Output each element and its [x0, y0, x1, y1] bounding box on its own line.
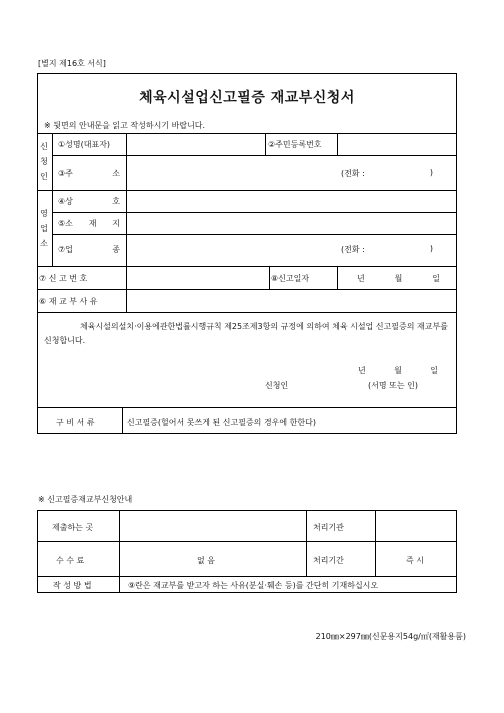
name-label: ①성명(대표자): [58, 140, 111, 149]
report-date-label: ⑧신고일자: [271, 274, 310, 283]
report-number-label: ⑦ 신 고 번 호: [39, 274, 88, 283]
table-line: [37, 576, 457, 577]
table-line: [306, 510, 307, 576]
fee-value: 없 음: [197, 556, 215, 565]
address-field[interactable]: [127, 156, 332, 189]
submit-place-label: 제출하는 곳: [52, 523, 94, 532]
table-line: [122, 407, 123, 434]
trade-name-label: ④상 호: [58, 197, 120, 206]
business-group-label: 영 업 소: [40, 209, 48, 248]
sign-date: 년 월 일: [358, 366, 438, 375]
applicant-group-label: 신 청 인: [40, 142, 48, 181]
table-line: [265, 133, 266, 155]
processing-period-value: 즉 시: [406, 556, 424, 565]
trade-name-field[interactable]: [127, 191, 456, 211]
business-type-field[interactable]: [127, 235, 332, 265]
reissue-reason-label: ⑥ 재 교 부 사 유: [39, 297, 98, 306]
address-label: ③주 소: [58, 169, 120, 178]
required-documents-label: 구 비 서 류: [56, 418, 95, 427]
business-type-label: ⑦업 종: [58, 245, 120, 254]
table-line: [52, 133, 53, 266]
applicant-sign-label: 신청인: [265, 381, 289, 390]
agency-label: 처리기관: [313, 523, 344, 532]
form-title: 체육시설업신고필증 재교부신청서: [139, 90, 355, 106]
applicant-phone[interactable]: (전화 : ): [341, 168, 433, 178]
application-statement: 체육시설의설치·이용에관한법률시행규칙 제25조제3항의 규정에 의하여 체육 시설업 신고필증의 재교부를 신청합니다.: [44, 322, 448, 345]
fee-label: 수 수 료: [56, 556, 85, 565]
instruction-note: ※ 뒷면의 안내문을 읽고 작성하시기 바랍니다.: [44, 121, 206, 130]
location-field[interactable]: [127, 213, 456, 233]
paper-spec: 210㎜×297㎜(신문용지54g/㎡(재활용품): [315, 632, 466, 641]
report-date-field[interactable]: 년 월 일: [357, 274, 440, 283]
report-number-field[interactable]: [127, 267, 268, 288]
reissue-reason-field[interactable]: [127, 290, 456, 311]
table-line: [37, 407, 457, 408]
table-line: [119, 510, 120, 593]
table-line: [37, 312, 457, 313]
location-label: ⑤소 재 지: [58, 219, 120, 228]
processing-period-label: 처리기간: [313, 556, 344, 565]
signature-note[interactable]: (서명 또는 인): [368, 381, 418, 390]
form-number-label: [별지 제16호 서식]: [38, 59, 106, 68]
resident-id-field[interactable]: [338, 134, 456, 154]
table-line: [37, 541, 457, 542]
table-line: [269, 266, 270, 289]
guide-heading: ※ 신고필증재교부신청안내: [38, 495, 133, 504]
writing-method-value: ⑨란은 재교부를 받고자 하는 사유(분실·훼손 등)를 간단히 기재하십시오: [128, 581, 379, 590]
table-line: [375, 510, 376, 576]
writing-method-label: 작 성 방 법: [53, 581, 92, 590]
resident-id-label: ②주민등록번호: [268, 140, 322, 149]
table-line: [337, 266, 338, 289]
name-field[interactable]: [127, 134, 264, 154]
required-documents-value: 신고필증(헐어서 못쓰게 된 신고필증의 경우에 한한다): [127, 418, 316, 427]
business-phone[interactable]: (전화 : ): [341, 244, 433, 254]
